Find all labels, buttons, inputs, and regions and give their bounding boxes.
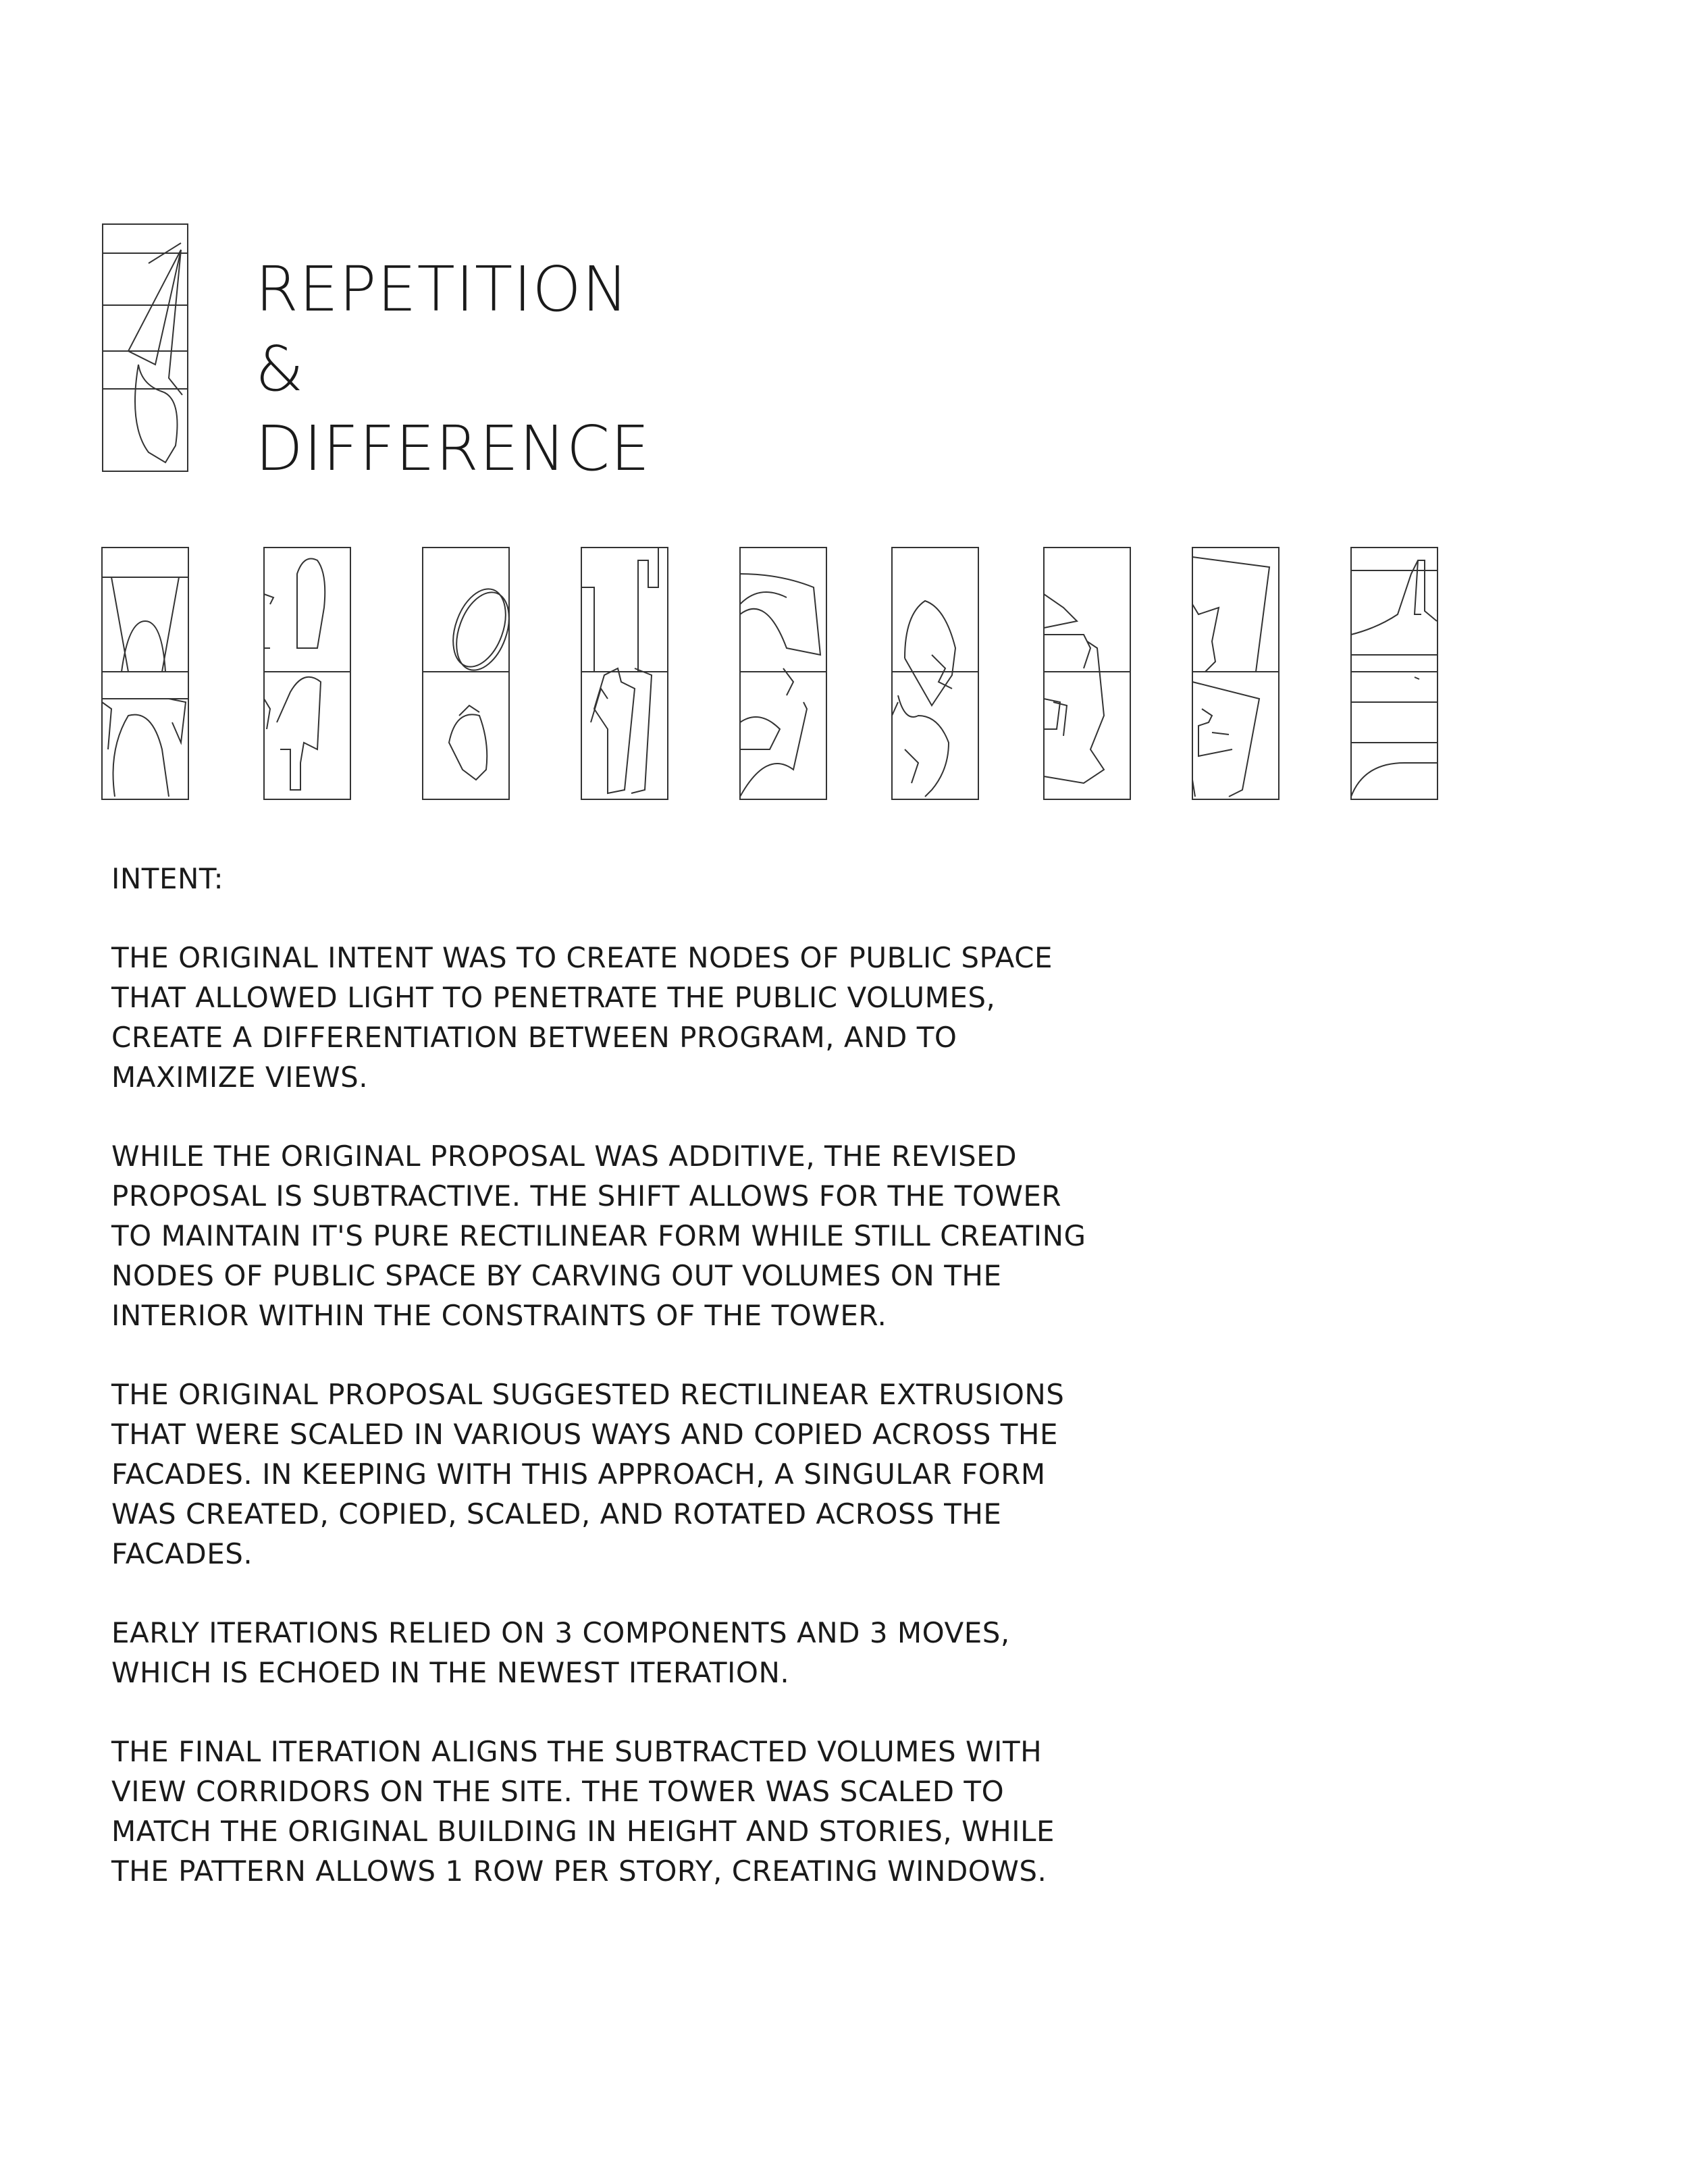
paragraph-2: WHILE THE ORIGINAL PROPOSAL WAS ADDITIVE, THE REVISED PROPOSAL IS SUBTRACTIVE. THE SHIFT ALLOWS FOR THE TOWER TO MAINTAIN IT'S PURE RECTILINEAR FORM WHILE STILL CREATING NODES OF PUBLIC SPACE BY CARVING OUT VOLUMES ON THE INTERIOR WITHIN THE CONSTRAINTS OF THE TOWER.	[111, 1140, 1086, 1332]
iteration-8	[1192, 547, 1280, 800]
iteration-6	[891, 547, 979, 800]
title-line-3: DIFFERENCE	[255, 412, 651, 485]
paragraph-1: THE ORIGINAL INTENT WAS TO CREATE NODES OF PUBLIC SPACE THAT ALLOWED LIGHT TO PENETRATE THE PUBLIC VOLUMES, CREATE A DIFFERENTIATION BETWEEN PROGRAM, AND TO MAXIMIZE VIEWS.	[111, 941, 1053, 1094]
tower-facade-logo	[101, 223, 189, 473]
iteration-3	[422, 547, 510, 800]
iteration-7	[1043, 547, 1131, 800]
iteration-4	[581, 547, 668, 800]
iteration-5	[739, 547, 827, 800]
title-line-1: REPETITION	[255, 253, 629, 325]
intent-label: INTENT:	[111, 862, 224, 895]
iteration-2	[263, 547, 351, 800]
title-line-2: &	[255, 333, 305, 405]
paragraph-5: THE FINAL ITERATION ALIGNS THE SUBTRACTED VOLUMES WITH VIEW CORRIDORS ON THE SITE. THE TOWER WAS SCALED TO MATCH THE ORIGINAL BUILDING IN HEIGHT AND STORIES, WHILE THE PATTERN ALLOWS 1 ROW PER STORY, CREATING WINDOWS.	[111, 1735, 1055, 1888]
page-title	[255, 250, 650, 489]
paragraph-3: THE ORIGINAL PROPOSAL SUGGESTED RECTILINEAR EXTRUSIONS THAT WERE SCALED IN VARIOUS WAYS AND COPIED ACROSS THE FACADES. IN KEEPING WITH THIS APPROACH, A SINGULAR FORM WAS CREATED, COPIED, SCALED, AND ROTATED ACROSS THE FACADES.	[111, 1378, 1065, 1570]
intent-text	[111, 859, 1090, 1930]
paragraph-4: EARLY ITERATIONS RELIED ON 3 COMPONENTS AND 3 MOVES, WHICH IS ECHOED IN THE NEWEST ITERATION.	[111, 1616, 1010, 1689]
iteration-strip	[95, 540, 1445, 803]
iteration-1	[101, 547, 189, 800]
iteration-9	[1350, 547, 1438, 800]
